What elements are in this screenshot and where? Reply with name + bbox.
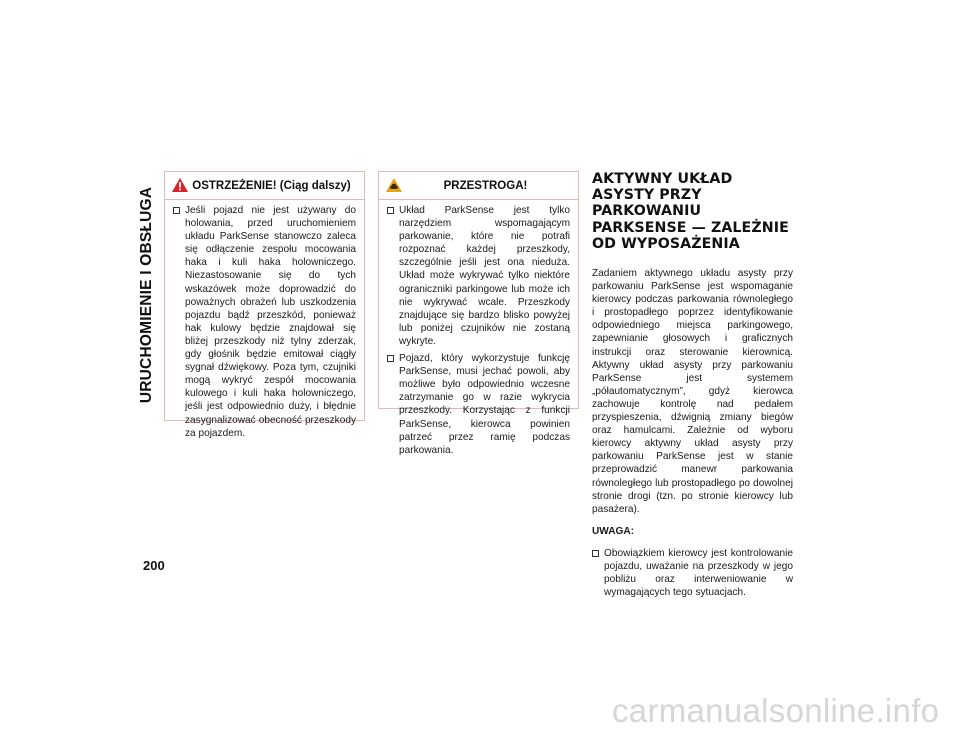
note-bullet: Obowiązkiem kierowcy jest kontrolowanie pojazdu, uważanie na przeszkody w jego pobliżu oraz interweniowanie w wymagających tego sytuacjach. <box>592 547 793 599</box>
caution-car-icon <box>385 177 403 193</box>
note-label: UWAGA: <box>592 525 635 537</box>
section-heading: AKTYWNY UKŁAD ASYSTY PRZY PARKOWANIU PARKSENSE — ZALEŻNIE OD WYPOSAŻENIA <box>592 171 789 252</box>
warning-box-header <box>165 172 364 200</box>
caution-bullet: Układ ParkSense jest tylko narzędziem wspomagającym parkowanie, które nie potrafi rozpoznać każdej przeszkody, szczególnie jeśli jest ona nieduża. Układ może wykrywać tylko niektóre ograniczniki parkingowe lub może ich nie wykrywać wcale. Przeszkody znajdujące się bardzo blisko powyżej lub poniżej czujników nie zostaną wykryte. <box>387 204 570 348</box>
section-paragraph: Zadaniem aktywnego układu asysty przy parkowaniu ParkSense jest wspomaganie kierowcy podczas parkowania równoległego i prostopadłego poprzez identyfikowanie odpowiedniego miejsca parkingowego, zapewnianie głosowych i graficznych instrukcji oraz sterowanie kierownicą. Aktywny układ asysty przy parkowaniu ParkSense jest systemem „półautomatycznym”, gdyż kierowca zachowuje kontrolę nad pedałem przyspieszenia, dźwignią zmiany biegów oraz hamulcami. Zależnie od wyboru kierowcy aktywny układ asysty przy parkowaniu ParkSense jest w stanie przeprowadzić manewr parkowania równoległego lub prostopadłego po dowolnej stronie drogi (tzn. po stronie kierowcy lub pasażera). <box>592 268 793 515</box>
caution-box <box>378 171 579 456</box>
warning-bullet: Jeśli pojazd nie jest używany do holowania, przed uruchomieniem układu ParkSense stanowczo zaleca się odłączenie zespołu mocowania haka i kuli haka holowniczego. Niezastosowanie się do tych wskazówek może doprowadzić do poważnych obrażeń lub uszkodzenia pojazdu bądź przeszkód, ponieważ hak kulowy będzie znajdował się bliżej przeszkody niż tylny zderzak, gdy głośnik będzie emitował ciągły sygnał dźwiękowy. Poza tym, czujniki mogą wykryć zespół mocowania kulowego i kuli haka holowniczego, jeśli jest odpowiednio duży, i błędnie zasygnalizować obecność przeszkody za pojazdem. <box>173 204 356 440</box>
warning-box-body <box>165 200 364 440</box>
warning-box <box>164 171 365 439</box>
page-number: 200 <box>143 558 165 573</box>
warning-triangle-icon <box>171 177 189 193</box>
watermark: carmanualsonline.info <box>612 692 940 729</box>
caution-bullet: Pojazd, który wykorzystuje funkcję ParkSense, musi jechać powoli, aby możliwe było odpowiednio wczesne zatrzymanie go w razie wykrycia przeszkody. Korzystając z funkcji ParkSense, kierowca powinien patrzeć przez ramię podczas parkowania. <box>387 352 570 457</box>
caution-box-header <box>379 172 578 200</box>
caution-box-body <box>379 200 578 457</box>
section-side-tab-label: URUCHOMIENIE I OBSŁUGA <box>138 186 155 404</box>
caution-box-title: PRZESTROGA! <box>443 179 528 192</box>
warning-box-title: OSTRZEŻENIE! (Ciąg dalszy) <box>192 179 351 192</box>
section-side-tab <box>136 170 158 420</box>
main-column <box>592 171 793 603</box>
